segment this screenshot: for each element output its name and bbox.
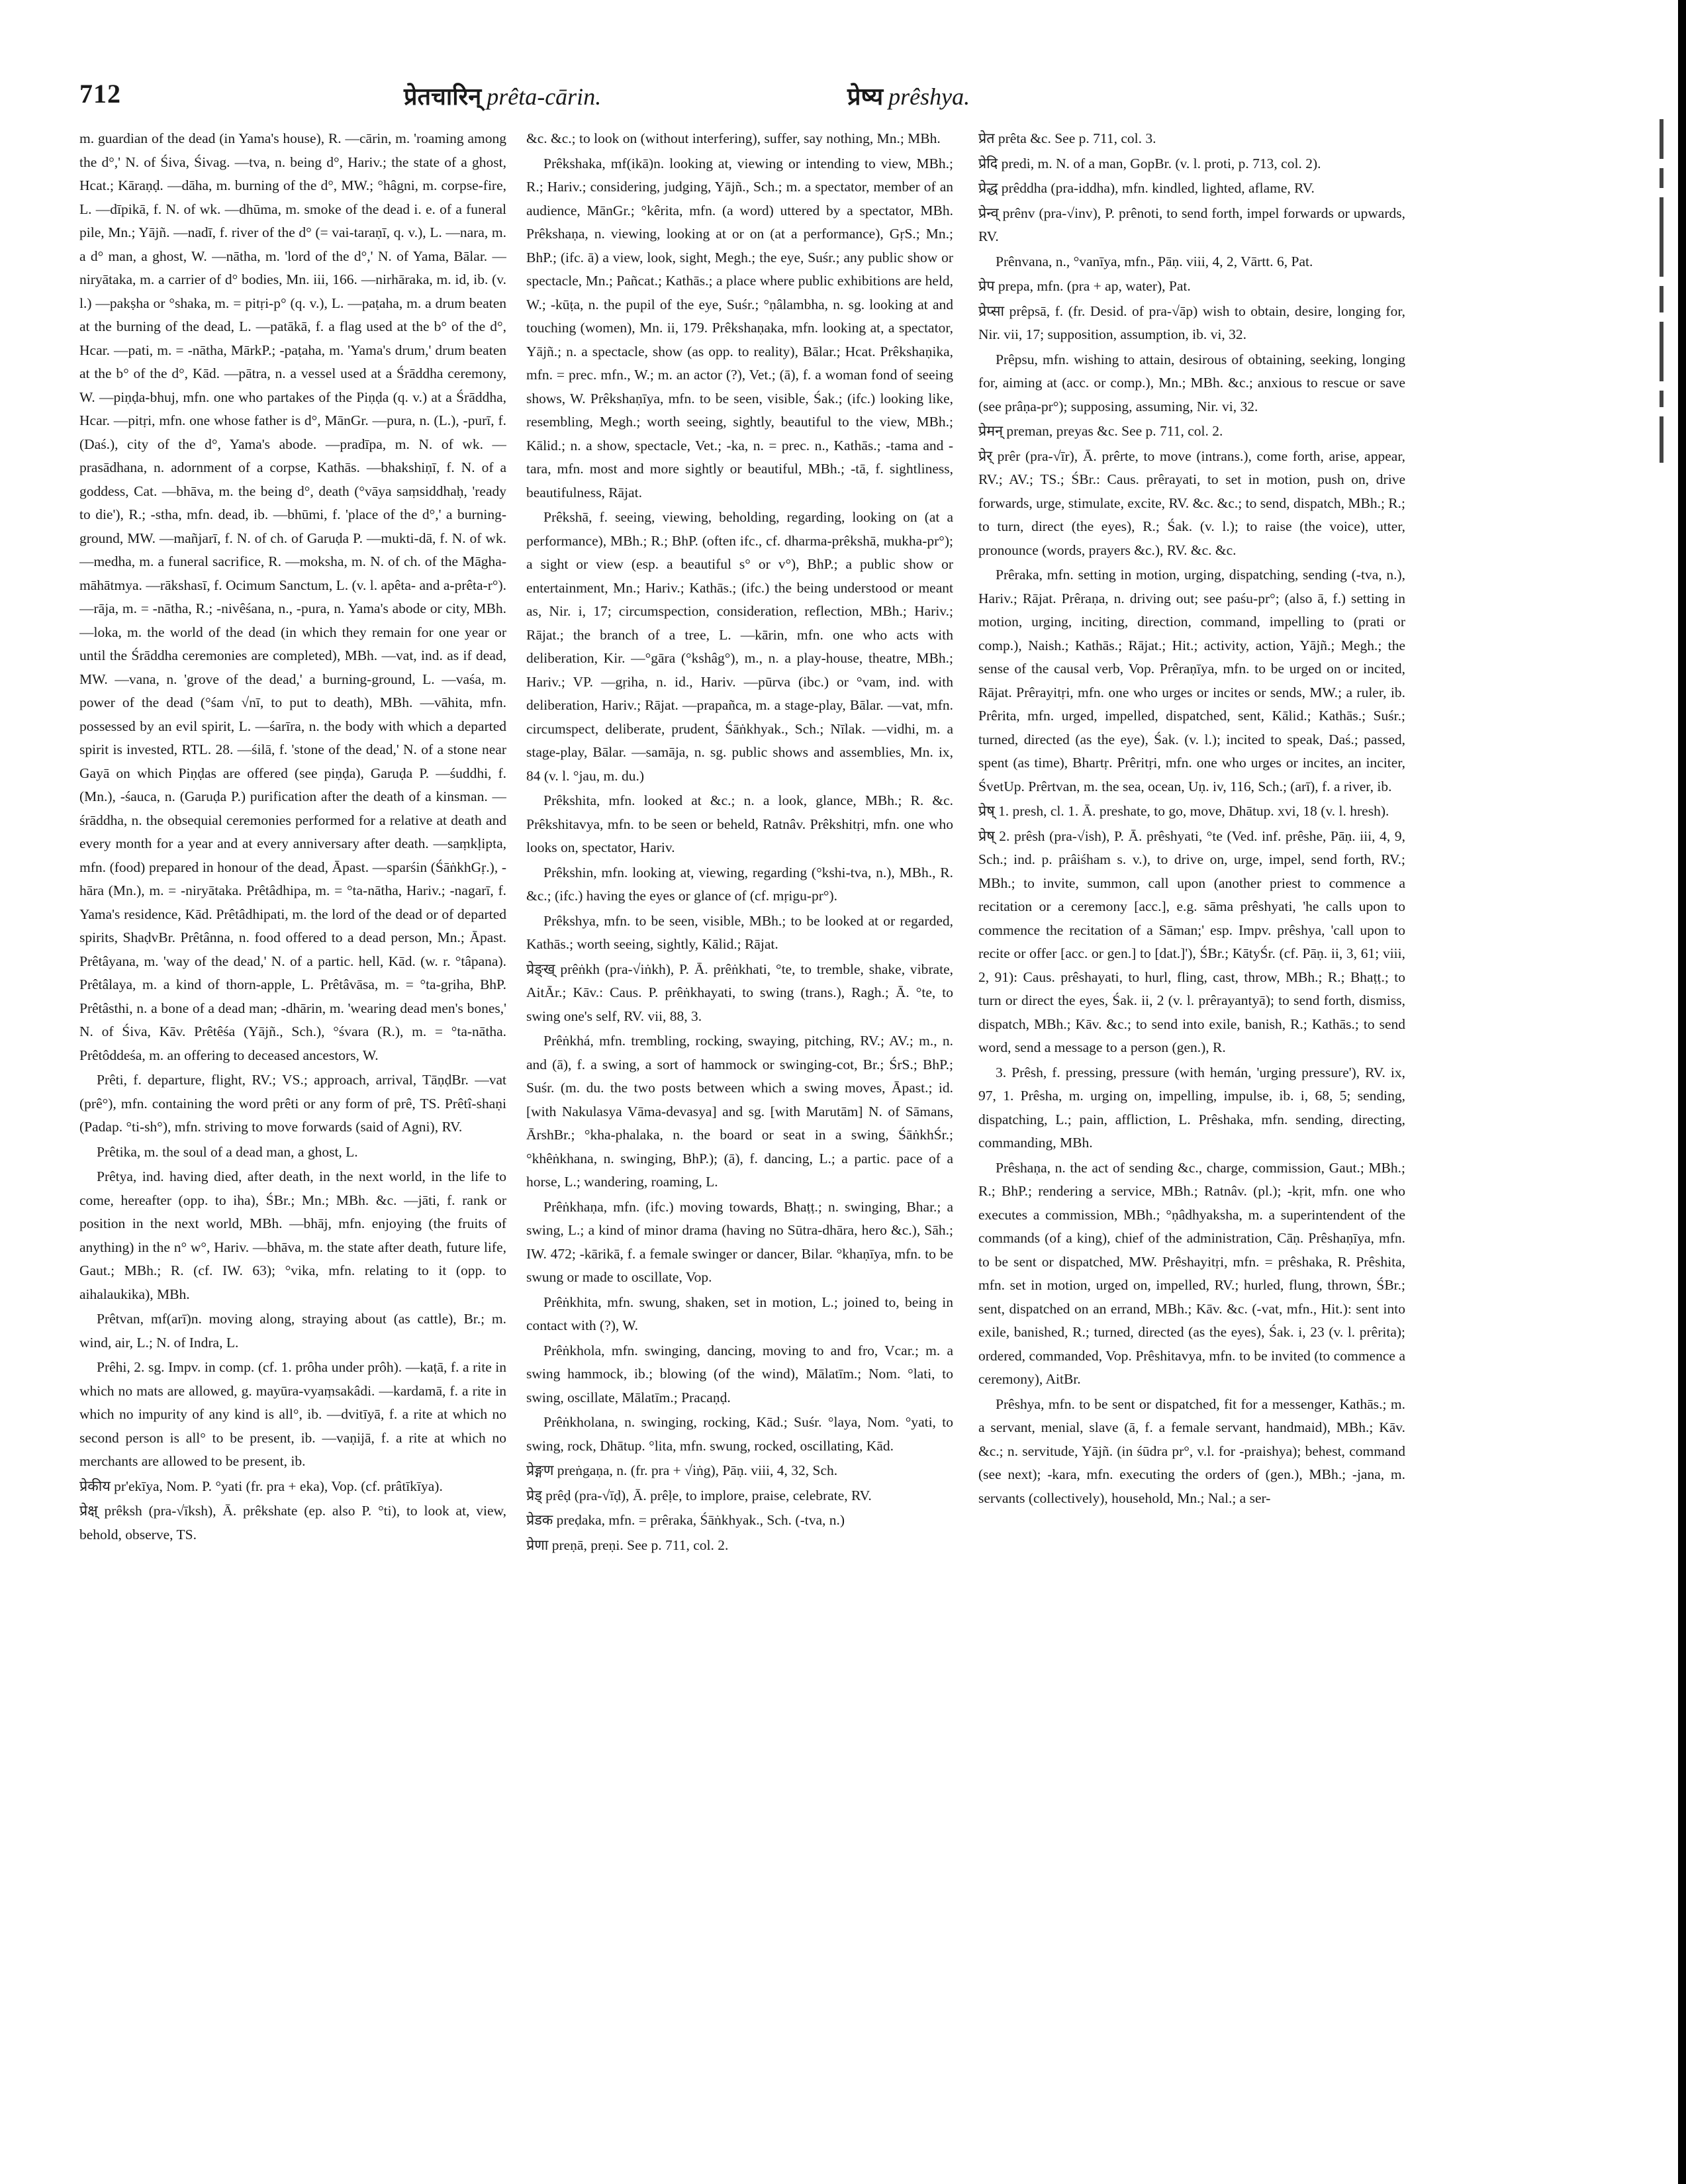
header-left-word [404, 79, 601, 112]
header-left-devanagari: प्रेतचारिन् [404, 83, 482, 111]
dictionary-entry: Prêpsu, mfn. wishing to attain, desirous of obtaining, seeking, longing for, aiming at (acc. or comp.), Mn.; MBh. &c.; anxious to rescue or save (see prâṇa-pr°); supposing, assuming, Nir. vi, 32. [978, 351, 1405, 414]
dictionary-entry: Prêkshin, mfn. looking at, viewing, regarding (°kshi-tva, n.), MBh., R. &c.; (ifc.) having the eyes or glance of (cf. mṛigu-pr°). [526, 864, 953, 904]
dictionary-entry: Prêtika, m. the soul of a dead man, a ghost, L. [97, 1143, 358, 1160]
header-right-devanagari: प्रेष्य [847, 83, 884, 111]
dictionary-entry: Prêtvan, mf(arī)n. moving along, straying about (as cattle), Br.; m. wind, air, L.; N. of Indra, L. [79, 1311, 506, 1351]
column-left [79, 127, 506, 2140]
dictionary-entry: प्रेङ्गण preṅgaṇa, n. (fr. pra + √iṅg), Pāṇ. viii, 4, 32, Sch. [526, 1462, 838, 1478]
column-right [978, 127, 1405, 2140]
dictionary-entry: प्रेद्ध prêddha (pra-iddha), mfn. kindled, lighted, aflame, RV. [978, 180, 1315, 196]
dictionary-entry: Prêkshya, mfn. to be seen, visible, MBh.; to be looked at or regarded, Kathās.; worth seeing, sightly, Kālid.; Rājat. [526, 912, 953, 952]
dictionary-entry: प्रेदि predi, m. N. of a man, GopBr. (v. l. proti, p. 713, col. 2). [978, 155, 1321, 171]
dictionary-entry: प्रेडक preḍaka, mfn. = prêraka, Śāṅkhyak., Sch. (-tva, n.) [526, 1512, 845, 1528]
dictionary-entry: प्रेक्ष् prêksh (pra-√īksh), Ā. prêkshate (ep. also P. °ti), to look at, view, behold, observe, TS. [79, 1503, 506, 1543]
dictionary-entry: प्रेणा preṇā, preṇi. See p. 711, col. 2. [526, 1537, 729, 1553]
dictionary-entry: प्रेङ्ख् prêṅkh (pra-√iṅkh), P. Ā. prêṅkhati, °te, to tremble, shake, vibrate, AitĀr.; Kāv.: Caus. P. prêṅkhayati, to swing (trans.), Ragh.; Ā. °te, to swing one's self, RV. vii, 88, 3. [526, 961, 953, 1024]
scan-edge-marks [1648, 119, 1675, 847]
dictionary-entry: Prêkshā, f. seeing, viewing, beholding, regarding, looking on (at a performance), MBh.; R.; BhP. (often ifc., cf. dharma-prêkshā, mukha-pr°); a sight or view (esp. a beautiful s° or v°), BhP.; a public show or entertainment, Mn.; Hariv.; Kathās.; (ifc.) the being understood or meant as, Nir. i, 17; circumspection, consideration, reflection, MBh.; Hariv.; Rājat.; the branch of a tree, L. —kārin, mfn. one who acts with deliberation, Kir. —°gāra (°kshâg°), m., n. a play-house, theatre, MBh.; Hariv.; VP. —gṛiha, n. id., Hariv. —pūrva (ibc.) or °vam, ind. with deliberation, Hariv.; Rājat. —prapañca, m. a stage-play, Bālar. —vat, mfn. circumspect, deliberate, prudent, Śāṅkhyak., Sch.; Nīlak. —vidhi, m. a stage-play, Bālar. —samāja, n. sg. public shows and assemblies, Mn. ix, 84 (v. l. °jau, m. du.) [526, 509, 953, 784]
header-left-transliteration: prêta-cārin. [487, 83, 602, 110]
dictionary-entry: Prêti, f. departure, flight, RV.; VS.; approach, arrival, TāṇḍBr. —vat (prê°), mfn. containing the word prêti or any form of prê, TS. Prêtî-shaṇi (Padap. °ti-sh°), mfn. striving to move forwards (said of Agni), RV. [79, 1072, 506, 1135]
header-right-transliteration: prêshya. [888, 83, 970, 110]
running-header [79, 78, 1403, 115]
dictionary-entry: प्रेप prepa, mfn. (pra + ap, water), Pat. [978, 278, 1191, 294]
dictionary-entry: m. guardian of the dead (in Yama's house), R. —cārin, m. 'roaming among the d°,' N. of Śiva, Śivag. —tva, n. being d°, Hariv.; the state of a ghost, Hcat.; Kāraṇḍ. —dāha, m. burning of the d°, MW.; °hâgni, m. corpse-fire, L. —dīpikā, f. N. of wk. —dhūma, m. smoke of the dead i. e. of a funeral pile, Mn.; Yājñ. —nadī, f. river of the d° (= vai-taraṇī, q. v.), L. —nara, m. a d° man, a ghost, W. —nātha, m. 'lord of the d°,' N. of Yama, Bālar. —niryātaka, m. a carrier of d° bodies, Mn. iii, 166. —nirhāraka, m. id, ib. (v. l.) —pakṣha or °shaka, m. = pitṛi-p° (q. v.), L. —paṭaha, m. a drum beaten at the burning of the dead, L. —patākā, f. a flag used at the b° of the d°, Hcar. —pati, m. = -nātha, MārkP.; -paṭaha, m. 'Yama's drum,' drum beaten at the b° of the d°, Kād. —pātra, n. a vessel used at a Śrāddha ceremony, W. —piṇḍa-bhuj, mfn. one who partakes of the Piṇḍa (q. v.) at a Śrāddha, Hcar. —pitṛi, mfn. one whose father is d°, MānGr. —pura, n. (L.), -purī, f. (Daś.), city of the d°, Yama's abode. —pradīpa, m. N. of wk. —prasādhana, n. adornment of a corpse, Kathās. —bhakshiṇī, f. N. of a goddess, Cat. —bhāva, m. the being d°, death (°vāya saṃsiddhaḥ, 'ready to die'), R.; -stha, mfn. dead, ib. —bhūmi, f. 'place of the d°,' a burning-ground, MW. —mañjarī, f. N. of ch. of Garuḍa P. —mukti-dā, f. N. of wk. —medha, m. a funeral sacrifice, R. —moksha, m. N. of ch. of the Māgha-māhātmya. —rākshasī, f. Ocimum Sanctum, L. (v. l. apêta- and a-prêta-r°). —rāja, m. = -nātha, R.; -nivêśana, n., -pura, n. Yama's abode or city, MBh. —loka, m. the world of the dead (in which they remain for one year or until the Śrāddha ceremonies are completed), MBh. —vat, ind. as if dead, MW. —vana, n. 'grove of the dead,' a burning-ground, L. —vaśa, m. power of the dead (°śam √nī, to put to death), MBh. —vāhita, mfn. possessed by an evil spirit, L. —śarīra, n. the body with which a departed spirit is invested, RTL. 28. —śilā, f. 'stone of the dead,' N. of a stone near Gayā on which Piṇḍas are offered (see piṇḍa), Garuḍa P. —śuddhi, f. (Mn.), -śauca, n. (Garuḍa P.) purification after the death of a kinsman. —śrāddha, n. the obsequial ceremonies performed for a relative at death and every month for a year and at every anniversary after death. —saṃkḷipta, mfn. (food) prepared in honour of the dead, Āpast. —sparśin (ŚāṅkhGṛ.), -hāra (Mn.), m. = -niryātaka. Prêtâdhipa, m. = °ta-nātha, Hariv.; -nagarī, f. Yama's residence, Kād. Prêtâdhipati, m. the lord of the dead or of departed spirits, ShaḍvBr. Prêtânna, n. food offered to a dead person, Mn.; Āpast. Prêtâyana, m. 'way of the dead,' N. of a partic. hell, Kād. (w. r. °tâpana). Prêtâlaya, m. a kind of thorn-apple, L. Prêtâvāsa, m. = °ta-gṛiha, BhP. Prêtâsthi, n. a bone of a dead man; -dhārin, m. 'wearing dead men's bones,' N. of Śiva, Kāv. Prêtêśa (Yājñ., Sch.), °śvara (R.), m. = °ta-nātha. Prêtôddeśa, m. an offering to deceased ancestors, W. [79, 130, 506, 1063]
dictionary-entry: प्रेप्सा prêpsā, f. (fr. Desid. of pra-√āp) wish to obtain, desire, longing for, Nir. vii, 17; supposition, assumption, ib. vi, 32. [978, 303, 1405, 342]
dictionary-entry: Prênvana, n., °vanīya, mfn., Pāṇ. viii, 4, 2, Vārtt. 6, Pat. [996, 253, 1313, 269]
dictionary-entry: Prêṅkhita, mfn. swung, shaken, set in motion, L.; joined to, being in contact with (?), W. [526, 1294, 953, 1333]
dictionary-entry: Prêkshita, mfn. looked at &c.; n. a look, glance, MBh.; R. &c. Prêkshitavya, mfn. to be seen or beheld, Ratnâv. Prêkshitṛi, mfn. one who looks on, spectator, Hariv. [526, 792, 953, 855]
dictionary-entry: Prêtya, ind. having died, after death, in the next world, in the life to come, hereafter (opp. to iha), ŚBr.; Mn.; MBh. &c. —jāti, f. rank or position in the next world, MBh. —bhāj, mfn. enjoying (the fruits of anything) in the n° w°, Hariv. —bhāva, m. the state after death, future life, Gaut.; MBh.; R. (cf. IW. 63); °vika, mfn. relating to it (opp. to aihalaukika), MBh. [79, 1168, 506, 1302]
dictionary-entry: प्रेर् prêr (pra-√īr), Ā. prêrte, to move (intrans.), come forth, arise, appear, RV.; AV.; TS.; ŚBr.: Caus. prêrayati, to set in motion, push on, drive forwards, urge, stimulate, excite, RV. &c. &c.; to send, dispatch, MBh.; R.; to turn, direct (the eyes), R.; Śak. (v. l.); to raise (the voice), utter, pronounce (words, prayers &c.), RV. &c. &c. [978, 448, 1405, 558]
dictionary-entry: Prêṅkhaṇa, mfn. (ifc.) moving towards, Bhaṭṭ.; n. swinging, Bhar.; a swing, L.; a kind of minor drama (having no Sūtra-dhāra, hero &c.), Sāh.; IW. 472; -kārikā, f. a female swinger or dancer, Bilar. °khaṇīya, mfn. to be swung or made to oscillate, Vop. [526, 1198, 953, 1285]
scan-border [1678, 0, 1686, 2184]
dictionary-entry: Prêshya, mfn. to be sent or dispatched, fit for a messenger, Kathās.; m. a servant, menial, slave (ā, f. a female servant, handmaid), MBh.; Kāv. &c.; n. servitude, Yājñ. (in śūdra pr°, v.l. for -praishya); behest, command (see next); -kara, mfn. executing the orders of (gen.), MBh.; -jana, m. servants (collectively), household, Mn.; Nal.; a ser- [978, 1396, 1405, 1506]
dictionary-entry: &c. &c.; to look on (without interfering), suffer, say nothing, Mn.; MBh. [526, 130, 941, 146]
column-middle [526, 127, 953, 2140]
dictionary-entry: प्रेत prêta &c. See p. 711, col. 3. [978, 130, 1156, 146]
dictionary-entry: Prêṅkholana, n. swinging, rocking, Kād.; Suśr. °laya, Nom. °yati, to swing, rock, Dhātup. °lita, mfn. swung, rocked, oscillating, Kād. [526, 1414, 953, 1454]
dictionary-entry: प्रेकीय pr'ekīya, Nom. P. °yati (fr. pra + eka), Vop. (cf. prâtīkīya). [79, 1478, 443, 1494]
page-number: 712 [79, 79, 121, 109]
header-right-word [847, 79, 970, 112]
dictionary-entry: Prêhi, 2. sg. Impv. in comp. (cf. 1. prôha under prôh). —kaṭā, f. a rite in which no mats are allowed, g. mayūra-vyaṃsakâdi. —kardamā, f. a rite in which no impurity of any kind is all°, ib. —dvitīyā, f. a rite at which no second person is all° to be present, ib. —vaṇijā, f. a rite at which no merchants are allowed to be present, ib. [79, 1359, 506, 1469]
dictionary-entry: Prêkshaka, mf(ikā)n. looking at, viewing or intending to view, MBh.; R.; Hariv.; considering, judging, Yājñ., Sch.; m. a spectator, member of an audience, MānGr.; °kêrita, mfn. (a word) uttered by a spectator, MBh. Prêkshaṇa, n. viewing, looking at or on (at a performance), GṛS.; Mn.; BhP.; (ifc. ā) a view, look, sight, Megh.; the eye, Suśr.; any public show or spectacle, Mn.; Pañcat.; Kathās.; a place where public exhibitions are held, W.; -kūṭa, n. the pupil of the eye, Suśr.; °ṇâlambha, n. sg. looking at and touching (women), Mn. ii, 179. Prêkshaṇaka, mfn. looking at, a spectator, Yājñ.; n. a spectacle, show (as opp. to reality), Bālar.; Hcat. Prêkshaṇika, mfn. = prec. mfn., W.; m. an actor (?), Vet.; (ā), f. a woman fond of seeing shows, W. Prêkshaṇīya, mfn. to be seen, visible, Śak.; (ifc.) looking like, resembling, Megh.; worth seeing, sightly, beautiful to the view, MBh.; Kālid.; n. a show, spectacle, Vet.; -ka, n. = prec. n., Kathās.; -tama and -tara, mfn. most and more sightly or beautiful, MBh.; -tā, f. sightliness, beautifulness, Rājat. [526, 155, 953, 500]
dictionary-entry: प्रेमन् preman, preyas &c. See p. 711, col. 2. [978, 423, 1223, 439]
dictionary-entry: Prêshaṇa, n. the act of sending &c., charge, commission, Gaut.; MBh.; R.; BhP.; rendering a service, MBh.; Ratnâv. (pl.); -kṛit, mfn. one who executes a commission, MBh.; °ṇâdhyaksha, m. a superintendent of the commands (of a king), chief of the administration, Cāṇ. Prêshaṇīya, mfn. to be sent or dispatched, MW. Prêshayitṛi, mfn. = prêshaka, R. Prêshita, mfn. set in motion, urged on, impelled, RV.; hurled, flung, thrown, ŚBr.; sent, dispatched on an errand, MBh.; Kāv. &c. (-vat, mfn., Hit.): sent into exile, banished, R.; turned, directed (as the eyes), Śak. i, 23 (v. l. prêrita); ordered, commanded, Vop. Prêshitavya, mfn. to be invited (to commence a ceremony), AitBr. [978, 1159, 1405, 1387]
dictionary-entry: प्रेष् 2. prêsh (pra-√ish), P. Ā. prêshyati, °te (Ved. inf. prêshe, Pāṇ. iii, 4, 9, Sch.; ind. p. prâiśham s. v.), to drive on, urge, impel, send forth, RV.; MBh.; to invite, summon, call upon (another priest to commence a recitation or a ceremony [acc.], e.g. sāma prêshyati, 'he calls upon to commence the recitation of a Sāman;' esp. Impv. prêshya, 'call upon to recite or offer [acc. or gen.] to [dat.]'), ŚBr.; KātyŚr. (cf. Pāṇ. ii, 3, 61; viii, 2, 91): Caus. prêshayati, to hurl, fling, cast, throw, MBh.; R.; Bhaṭṭ.; to turn or direct the eyes, Śak. ii, 2 (v. l. prêrayantyā); to send forth, dismiss, dispatch, MBh.; Kāv. &c.; to send into exile, banish, R.; Kathās.; to send word, send a message to a person (gen.), R. [978, 828, 1405, 1055]
dictionary-entry: Prêṅkhá, mfn. trembling, rocking, swaying, pitching, RV.; AV.; m., n. and (ā), f. a swing, a sort of hammock or swinging-cot, Br.; ŚrS.; BhP.; Suśr. (m. du. the two posts between which a swing moves, Āpast.; id. [with Nakulasya Vāma-devasya] and sg. [with Marutām] N. of Sāmans, ĀrshBr.; °kha-phalaka, n. the board or seat in a swing, ŚāṅkhŚr.; °khêṅkhana, n. swinging, BhP.); (ā), f. dancing, L.; a partic. pace of a horse, L.; wandering, roaming, L. [526, 1033, 953, 1190]
dictionary-entry: प्रेड् prêḍ (pra-√īḍ), Ā. prêḷe, to implore, praise, celebrate, RV. [526, 1487, 872, 1503]
dictionary-entry: प्रेष् 1. presh, cl. 1. Ā. preshate, to go, move, Dhātup. xvi, 18 (v. l. hresh). [978, 803, 1389, 819]
dictionary-entry: Prêṅkhola, mfn. swinging, dancing, moving to and fro, Vcar.; m. a swing hammock, ib.; blowing (of the wind), Mālatīm.; Nom. °lati, to swing, oscillate, Mālatīm.; Pracaṇḍ. [526, 1342, 953, 1405]
dictionary-entry: प्रेन्व् prênv (pra-√inv), P. prênoti, to send forth, impel forwards or upwards, RV. [978, 205, 1405, 244]
dictionary-entry: 3. Prêsh, f. pressing, pressure (with hemán, 'urging pressure'), RV. ix, 97, 1. Prêsha, m. urging on, impelling, impulse, ib. i, 68, 5; sending, dispatching, L.; pain, affliction, L. Prêshaka, mfn. sending, directing, commanding, MBh. [978, 1064, 1405, 1151]
dictionary-entry: Prêraka, mfn. setting in motion, urging, dispatching, sending (-tva, n.), Hariv.; Rājat. Prêraṇa, n. driving out; see paśu-pr°; (also ā, f.) setting in motion, urging, inciting, direction, command, impelling to (prati or comp.), Naish.; Kathās.; Rājat.; Hit.; activity, action, Yājñ.; Megh.; the sense of the causal verb, Vop. Prêraṇīya, mfn. to be urged on or incited, Rājat. Prêrayitṛi, mfn. one who urges or incites or sends, MW.; a ruler, ib. Prêrita, mfn. urged, impelled, dispatched, sent, Kālid.; Kathās.; Suśr.; turned, directed (as the eye), Śak. (v. l.); incited to speak, Daś.; passed, spent (as time), Bhartṛ. Prêritṛi, mfn. one who urges or incites, an inciter, ŚvetUp. Prêrtvan, m. the sea, ocean, Uṇ. iv, 116, Sch.; (arī), f. a river, ib. [978, 567, 1405, 794]
